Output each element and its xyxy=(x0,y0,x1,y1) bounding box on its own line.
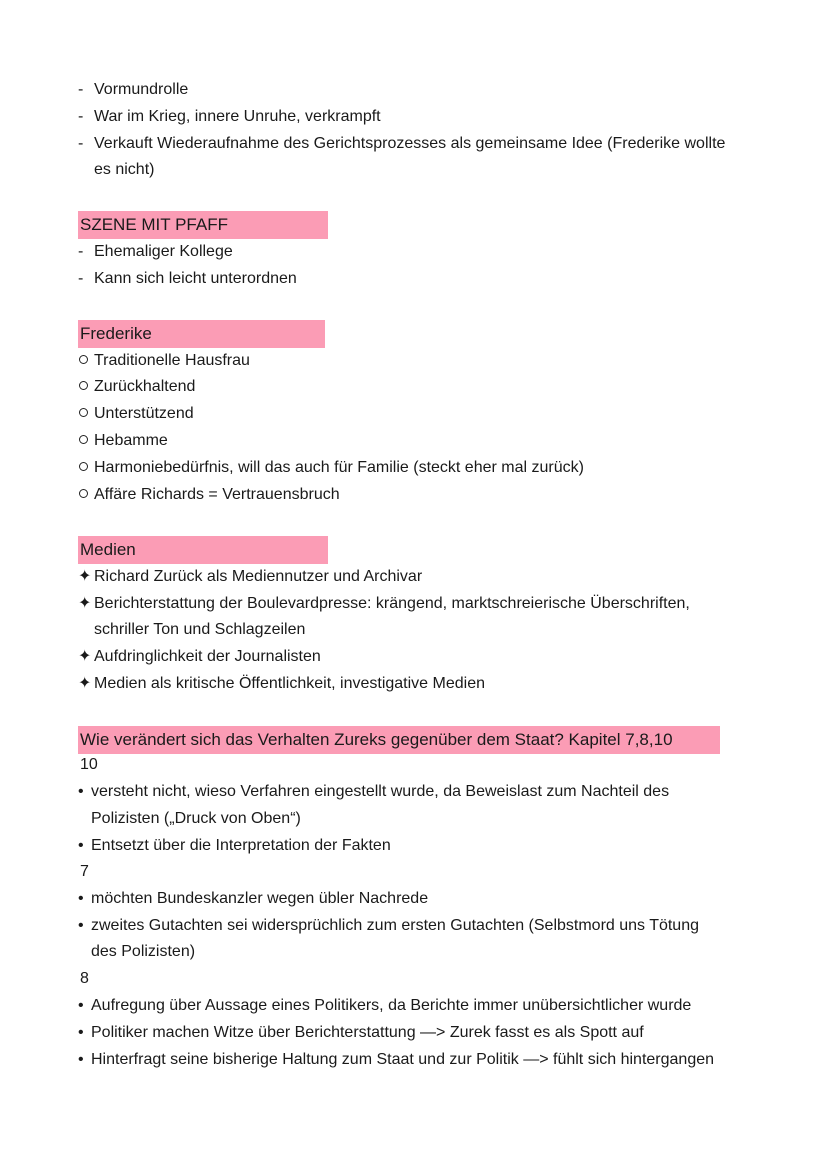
list-item-continuation: des Polizisten) xyxy=(91,943,196,960)
section-heading-pfaff: SZENE MIT PFAFF xyxy=(78,211,328,239)
section-heading-medien: Medien xyxy=(78,536,328,564)
circle-bullet-icon xyxy=(79,435,88,444)
section-heading-question: Wie verändert sich das Verhalten Zureks gegenüber dem Staat? Kapitel 7,8,10 xyxy=(78,726,720,754)
circle-bullet-icon xyxy=(79,381,88,390)
list-item-continuation: schriller Ton und Schlagzeilen xyxy=(94,621,306,638)
star-bullet-icon: ✦ xyxy=(78,568,92,585)
star-bullet-icon: ✦ xyxy=(78,595,92,612)
star-bullet-icon: ✦ xyxy=(78,675,92,692)
circle-bullet-icon xyxy=(79,408,88,417)
chapter-label: 7 xyxy=(80,863,89,880)
list-item-continuation: es nicht) xyxy=(94,161,155,178)
chapter-label: 10 xyxy=(80,756,98,773)
circle-bullet-icon xyxy=(79,489,88,498)
circle-bullet-icon xyxy=(79,462,88,471)
list-item-continuation: Polizisten („Druck von Oben“) xyxy=(91,810,301,827)
section-heading-frederike: Frederike xyxy=(78,320,325,348)
chapter-label: 8 xyxy=(80,970,89,987)
star-bullet-icon: ✦ xyxy=(78,648,92,665)
circle-bullet-icon xyxy=(79,355,88,364)
